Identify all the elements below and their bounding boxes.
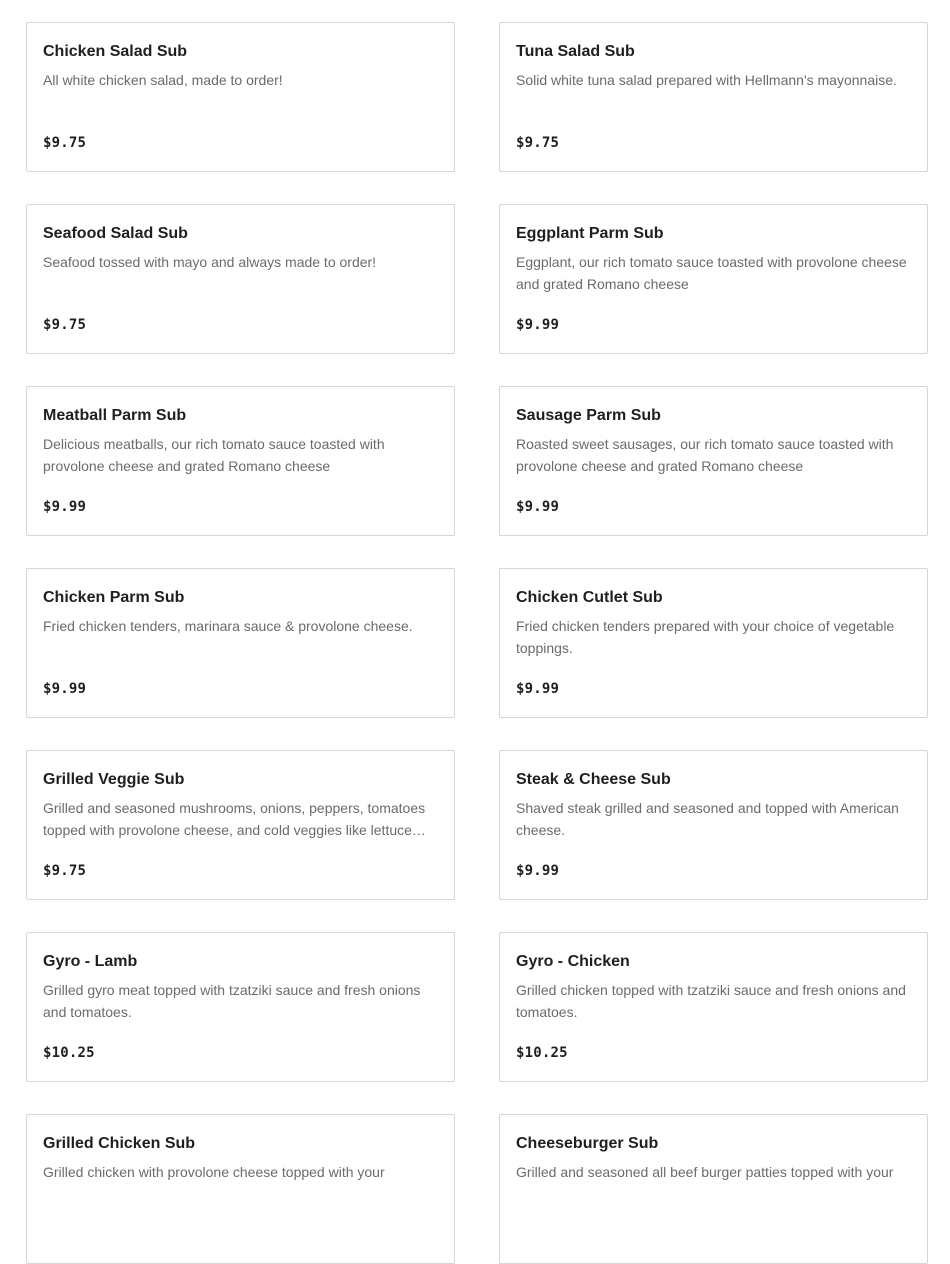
menu-item-description: Grilled chicken topped with tzatziki sauce and fresh onions and tomatoes. — [516, 982, 906, 1020]
menu-item-price: $10.25 — [516, 1045, 568, 1061]
menu-item-description: Fried chicken tenders, marinara sauce & provolone cheese. — [43, 618, 413, 634]
menu-item-name: Grilled Veggie Sub — [43, 771, 185, 788]
menu-item-name: Gyro - Lamb — [43, 953, 138, 970]
menu-item-price: $9.75 — [43, 863, 87, 879]
menu-item-description: Seafood tossed with mayo and always made to order! — [43, 254, 377, 270]
menu-item-card[interactable] — [499, 568, 928, 718]
menu-item-card[interactable] — [499, 932, 928, 1082]
menu-item-card[interactable] — [499, 386, 928, 536]
menu-item-name: Cheeseburger Sub — [516, 1135, 659, 1152]
menu-item-description: Grilled gyro meat topped with tzatziki sauce and fresh onions and tomatoes. — [43, 982, 421, 1020]
menu-item-description: Grilled and seasoned mushrooms, onions, peppers, tomatoes topped with provolone cheese, and cold veggies like lettuce… — [43, 800, 426, 838]
menu-item-price: $9.99 — [43, 681, 87, 697]
menu-item-card[interactable] — [26, 568, 455, 718]
menu-item-description: Eggplant, our rich tomato sauce toasted with provolone cheese and grated Romano cheese — [516, 254, 907, 292]
menu-item-name: Meatball Parm Sub — [43, 407, 187, 424]
menu-item-description: Shaved steak grilled and seasoned and topped with American cheese. — [516, 800, 899, 838]
menu-item-card[interactable] — [26, 750, 455, 900]
menu-item-price: $9.99 — [43, 499, 87, 515]
menu-item-description: Delicious meatballs, our rich tomato sauce toasted with provolone cheese and grated Romano cheese — [43, 436, 385, 474]
menu-item-card[interactable] — [26, 22, 455, 172]
menu-item-card[interactable] — [499, 1114, 928, 1264]
menu-item-name: Tuna Salad Sub — [516, 43, 635, 60]
menu-item-description: Grilled and seasoned all beef burger patties topped with your — [516, 1164, 894, 1180]
menu-item-name: Sausage Parm Sub — [516, 407, 661, 424]
menu-item-name: Grilled Chicken Sub — [43, 1135, 196, 1152]
menu-item-name: Gyro - Chicken — [516, 953, 630, 970]
menu-item-card[interactable] — [499, 204, 928, 354]
menu-item-description: Grilled chicken with provolone cheese topped with your — [43, 1164, 385, 1180]
menu-item-price: $9.75 — [43, 135, 87, 151]
menu-item-name: Eggplant Parm Sub — [516, 225, 664, 242]
menu-item-name: Chicken Parm Sub — [43, 589, 185, 606]
menu-item-description: Roasted sweet sausages, our rich tomato sauce toasted with provolone cheese and grated Romano cheese — [516, 436, 894, 474]
menu-item-name: Chicken Salad Sub — [43, 43, 188, 60]
menu-item-card[interactable] — [499, 750, 928, 900]
menu-item-name: Chicken Cutlet Sub — [516, 589, 663, 606]
menu-item-card[interactable] — [26, 204, 455, 354]
menu-item-description: Solid white tuna salad prepared with Hellmann's mayonnaise. — [516, 72, 897, 88]
menu-item-description: Fried chicken tenders prepared with your choice of vegetable toppings. — [516, 618, 895, 656]
menu-item-price: $9.99 — [516, 863, 560, 879]
menu-item-card[interactable] — [26, 386, 455, 536]
menu-item-card[interactable] — [499, 22, 928, 172]
menu-item-grid — [26, 22, 928, 1264]
menu-item-price: $9.75 — [516, 135, 560, 151]
menu-item-price: $9.99 — [516, 317, 560, 333]
menu-item-card[interactable] — [26, 1114, 455, 1264]
menu-item-card[interactable] — [26, 932, 455, 1082]
menu-item-description: All white chicken salad, made to order! — [43, 72, 283, 88]
menu-item-price: $10.25 — [43, 1045, 95, 1061]
menu-item-price: $9.99 — [516, 499, 560, 515]
menu-item-name: Steak & Cheese Sub — [516, 771, 671, 788]
menu-item-name: Seafood Salad Sub — [43, 225, 188, 242]
menu-item-price: $9.99 — [516, 681, 560, 697]
menu-item-price: $9.75 — [43, 317, 87, 333]
